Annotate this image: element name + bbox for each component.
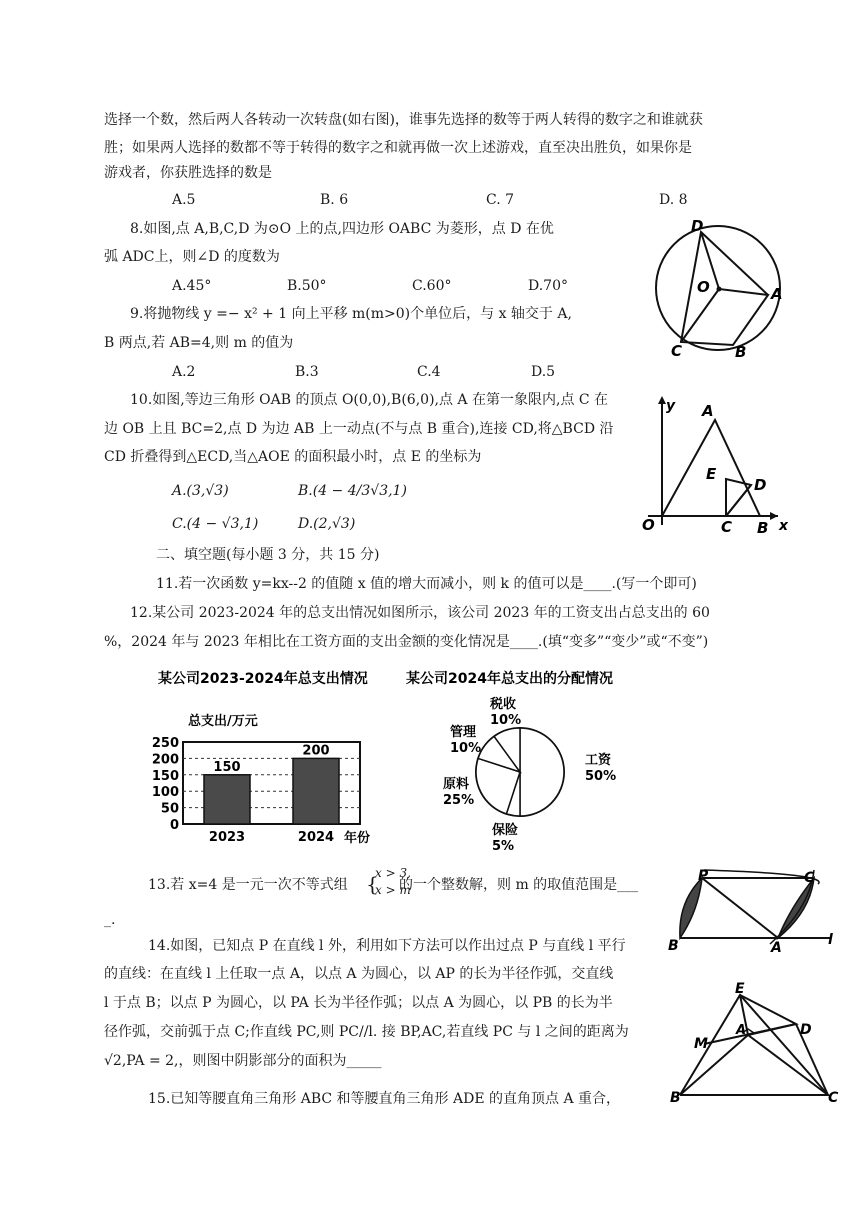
q14-line1: 14.如图，已知点 P 在直线 l 外，利用如下方法可以作出过点 P 与直线 l 平行 — [148, 938, 626, 954]
pie-label: 保险 — [492, 823, 519, 838]
q15-triangles-figure — [668, 978, 846, 1106]
pie-chart-body — [443, 696, 616, 854]
q8-label-b: B — [735, 343, 747, 361]
q15-label-d: D — [800, 1022, 812, 1038]
pie-value-label: 10% — [450, 741, 482, 756]
section2-heading: 二、填空题(每小题 3 分，共 15 分) — [156, 547, 380, 563]
q14-line3: l 于点 B；以点 P 为圆心，以 PA 长为半径作弧；以点 A 为圆心，以 PB 的长为半 — [104, 995, 613, 1011]
q11-text: 11.若一次函数 y=kx--2 的值随 x 值的增大而减小，则 k 的值可以是____.(写一个即可) — [156, 576, 697, 592]
q14-label-c: C — [804, 870, 815, 886]
q10-line2: 边 OB 上且 BC=2,点 D 为边 AB 上一动点(不与点 B 重合),连接 CD,将△BCD 沿 — [104, 421, 614, 437]
q10-line1: 10.如图,等边三角形 OAB 的顶点 O(0,0),B(6,0),点 A 在第一象限内,点 C 在 — [130, 392, 609, 408]
q12-line1: 12.某公司 2023-2024 年的总支出情况如图所示，该公司 2023 年的工资支出占总支出的 60 — [130, 605, 710, 621]
q14-label-b: B — [668, 938, 679, 952]
q9-line2: B 两点,若 AB=4,则 m 的值为 — [104, 335, 294, 351]
q14-line2: 的直线：在直线 l 上任取一点 A，以点 A 为圆心，以 AP 的长为半径作弧，交直线 — [104, 966, 614, 982]
q8-label-o: O — [697, 278, 710, 296]
pie-value-label: 25% — [443, 793, 475, 808]
q10-label-o: O — [642, 516, 655, 534]
bar-2023 — [204, 775, 250, 824]
pie-label: 税收 — [490, 697, 517, 712]
q8-label-a: A — [771, 285, 783, 303]
bar-chart-xlabel: 年份 — [344, 831, 371, 846]
q10-label-c: C — [721, 518, 733, 536]
q12-line2: %，2024 年与 2023 年相比在工资方面的支出金额的变化情况是____.(填“变多”“变少”或“不变”) — [104, 634, 709, 650]
q8-option-b: B.50° — [287, 278, 327, 294]
q14-label-l: l — [828, 932, 833, 948]
q7-line1: 选择一个数，然后两人各转动一次转盘(如右图)，谁事先选择的数等于两人转得的数字之和谁就获 — [104, 112, 703, 128]
q8-option-c: C.60° — [412, 278, 452, 294]
pie-value-label: 5% — [492, 839, 515, 854]
pie-chart — [400, 664, 650, 859]
bar-chart-ytick: 100 — [151, 785, 179, 801]
q15-label-a: A — [736, 1023, 747, 1038]
q10-option-c: C.(4 − √3,1) — [172, 516, 259, 532]
q7-option-a: A.5 — [172, 192, 196, 208]
q14-label-a: A — [771, 940, 782, 952]
bar-chart-ytick: 0 — [169, 818, 179, 833]
bar-value-label: 200 — [302, 743, 330, 759]
q10-option-d: D.(2,√3) — [298, 516, 356, 532]
q13-brace-icon: { — [366, 872, 379, 896]
q13-post: 的一个整数解，则 m 的取值范围是___ — [399, 877, 639, 893]
q15-label-e: E — [735, 981, 745, 997]
q7-option-c: C. 7 — [486, 192, 515, 208]
q13-cont: _. — [104, 912, 116, 928]
q10-option-b: B.(4 − 4/3√3,1) — [298, 483, 407, 499]
pie-chart-title: 某公司2024年总支出的分配情况 — [406, 671, 613, 687]
bar-category-label: 2023 — [208, 830, 246, 845]
q15-label-b: B — [670, 1090, 681, 1106]
q14-line5: √2,PA = 2,，则图中阴影部分的面积为_____ — [104, 1053, 382, 1069]
q10-label-e: E — [706, 465, 717, 483]
q10-label-d: D — [754, 476, 767, 494]
bar-chart-ytick: 150 — [151, 768, 179, 784]
q10-label-y: y — [666, 398, 676, 414]
q8-line1: 8.如图,点 A,B,C,D 为⊙O 上的点,四边形 OABC 为菱形，点 D 在优 — [130, 221, 554, 237]
q8-option-a: A.45° — [172, 278, 212, 294]
pie-value-label: 10% — [490, 713, 522, 728]
q10-line3: CD 折叠得到△ECD,当△AOE 的面积最小时，点 E 的坐标为 — [104, 449, 482, 465]
q9-line1: 9.将抛物线 y =− x² + 1 向上平移 m(m>0)个单位后，与 x 轴交于 A, — [130, 306, 572, 322]
q8-line2: 弧 ADC上，则∠D 的度数为 — [104, 249, 280, 265]
q9-option-c: C.4 — [417, 364, 441, 380]
q8-circle-figure — [645, 215, 795, 365]
q7-option-d: D. 8 — [659, 192, 688, 208]
pie-label: 原料 — [443, 777, 470, 792]
q9-option-b: B.3 — [295, 364, 319, 380]
pie-label: 管理 — [450, 725, 477, 740]
q10-label-b: B — [757, 519, 769, 537]
q10-label-a: A — [702, 402, 714, 420]
pie-label: 工资 — [585, 753, 612, 768]
q13-pre: 13.若 x=4 是一元一次不等式组 — [148, 877, 348, 893]
pie-slice-0 — [520, 728, 564, 816]
q7-line2: 胜；如果两人选择的数都不等于转得的数字之和就再做一次上述游戏，直至决出胜负，如果你是 — [104, 140, 692, 156]
bar-2024 — [293, 758, 339, 824]
q14-line4: 径作弧，交前弧于点 C;作直线 PC,则 PC//l. 接 BP,AC,若直线 PC 与 l 之间的距离为 — [104, 1024, 629, 1040]
bar-chart-ytick: 200 — [151, 752, 179, 768]
bar-chart-ytick: 50 — [160, 801, 179, 817]
q9-option-d: D.5 — [531, 364, 556, 380]
q15-label-m: M — [694, 1036, 708, 1052]
bar-chart-title: 某公司2023-2024年总支出情况 — [158, 671, 368, 687]
q10-triangle-figure — [638, 390, 788, 540]
q14-construction-figure — [660, 866, 840, 952]
q13-system-bottom: x > m — [375, 883, 411, 897]
q8-label-c: C — [671, 342, 683, 360]
q8-option-d: D.70° — [528, 278, 568, 294]
pie-value-label: 50% — [585, 769, 617, 784]
bar-chart-body — [152, 736, 360, 845]
q15-line1: 15.已知等腰直角三角形 ABC 和等腰直角三角形 ADE 的直角顶点 A 重合， — [148, 1091, 620, 1107]
bar-chart-ytick: 250 — [151, 736, 179, 751]
q14-label-p: P — [698, 868, 709, 884]
q7-option-b: B. 6 — [320, 192, 349, 208]
q7-line3: 游戏者，你获胜选择的数是 — [104, 165, 272, 181]
bar-category-label: 2024 — [297, 830, 335, 845]
q13-system-top: x > 3, — [375, 866, 411, 880]
bar-value-label: 150 — [213, 759, 241, 775]
q10-option-a: A.(3,√3) — [172, 483, 229, 499]
q9-option-a: A.2 — [172, 364, 196, 380]
q8-label-d: D — [691, 217, 704, 235]
q10-label-x: x — [779, 518, 788, 534]
q15-label-c: C — [828, 1090, 839, 1106]
bar-chart-ylabel: 总支出/万元 — [188, 714, 258, 729]
bar-chart — [150, 664, 412, 849]
